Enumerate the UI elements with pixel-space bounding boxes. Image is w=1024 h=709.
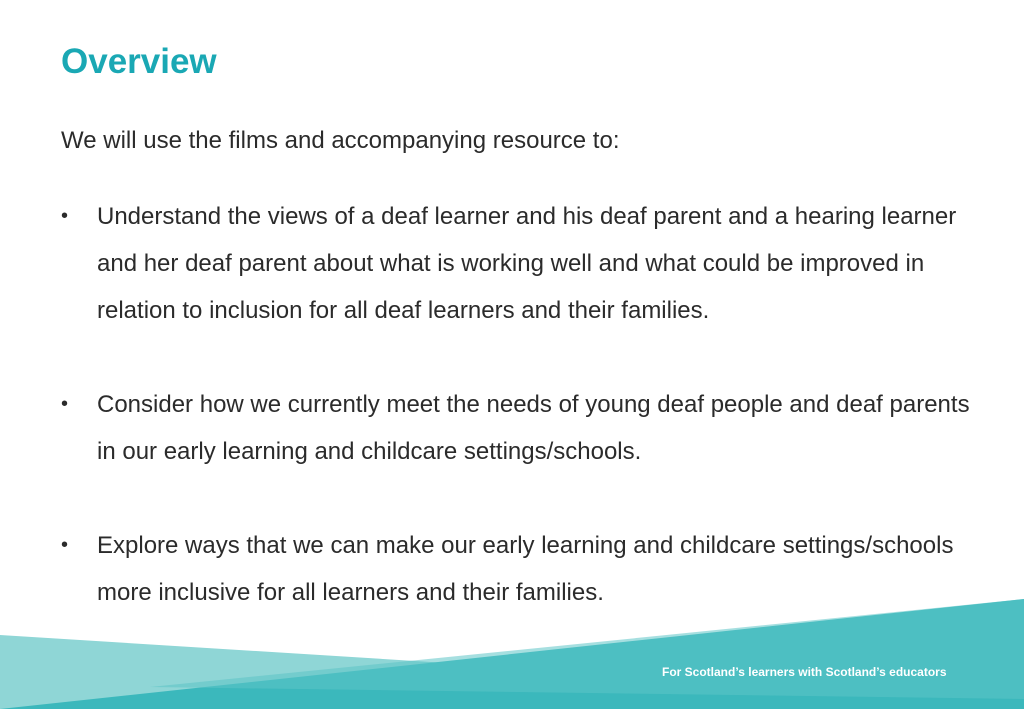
intro-text: We will use the films and accompanying resource to: <box>61 127 620 154</box>
footer-band-overlap <box>150 599 1024 699</box>
bullet-list <box>61 193 971 616</box>
bullet-marker: • <box>61 205 69 227</box>
footer-tagline: For Scotland’s learners with Scotland’s educators <box>662 665 947 679</box>
bullet-text: Consider how we currently meet the needs of young deaf people and deaf parents in our early learning and childcare settings/schools. <box>97 391 970 465</box>
bullet-item <box>61 193 971 334</box>
bullet-item <box>61 381 971 475</box>
footer-wave-band <box>0 599 1024 709</box>
bullet-marker: • <box>61 393 69 415</box>
bullet-marker: • <box>61 534 69 556</box>
bullet-text: Understand the views of a deaf learner and his deaf parent and a hearing learner and her deaf parent about what is working well and what could be improved in relation to inclusion for all deaf learners and their families. <box>97 203 957 324</box>
bullet-text: Explore ways that we can make our early learning and childcare settings/schools more inclusive for all learners and their families. <box>97 532 954 606</box>
slide-title: Overview <box>61 42 217 81</box>
